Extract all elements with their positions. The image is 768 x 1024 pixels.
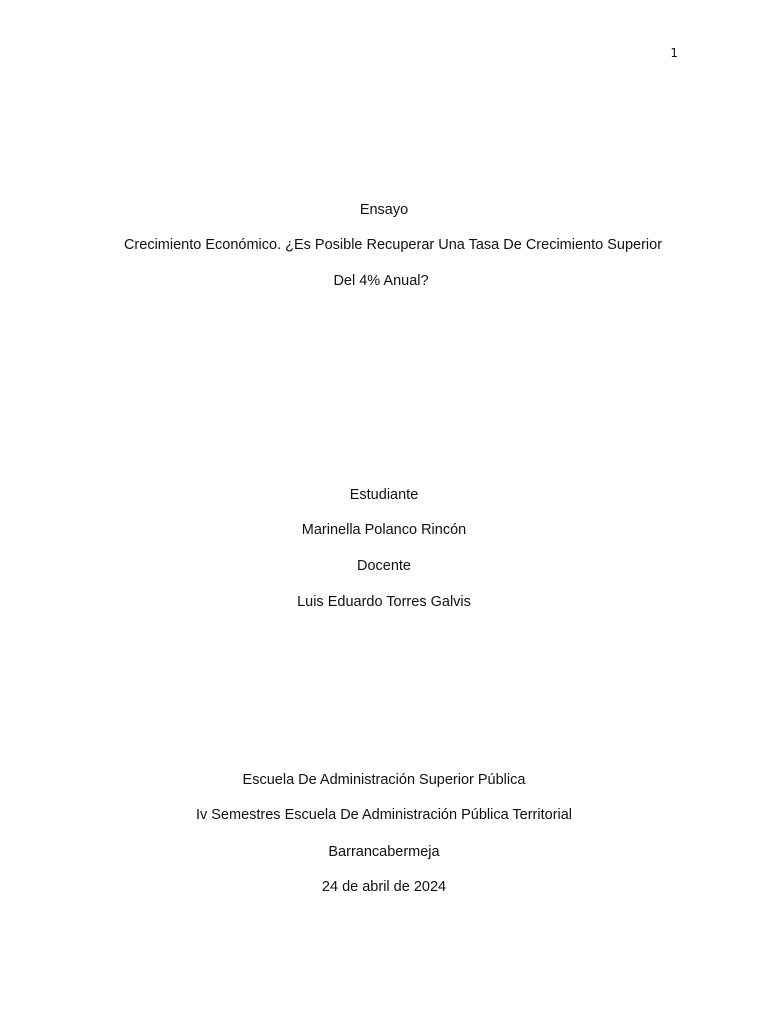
student-name: Marinella Polanco Rincón bbox=[301, 522, 467, 538]
page-number: 1 bbox=[670, 46, 678, 60]
institution-name: Escuela De Administración Superior Pública bbox=[242, 772, 526, 788]
student-label: Estudiante bbox=[349, 487, 419, 503]
teacher-name: Luis Eduardo Torres Galvis bbox=[297, 594, 471, 610]
program-name: Iv Semestres Escuela De Administración Pública Territorial bbox=[195, 807, 573, 823]
title-line-2: Del 4% Anual? bbox=[333, 273, 429, 289]
document-type: Ensayo bbox=[359, 202, 409, 218]
title-line-1: Crecimiento Económico. ¿Es Posible Recuperar Una Tasa De Crecimiento Superior bbox=[123, 237, 663, 253]
document-date: 24 de abril de 2024 bbox=[321, 879, 447, 895]
teacher-label: Docente bbox=[356, 558, 411, 574]
city-name: Barrancabermeja bbox=[328, 844, 440, 860]
